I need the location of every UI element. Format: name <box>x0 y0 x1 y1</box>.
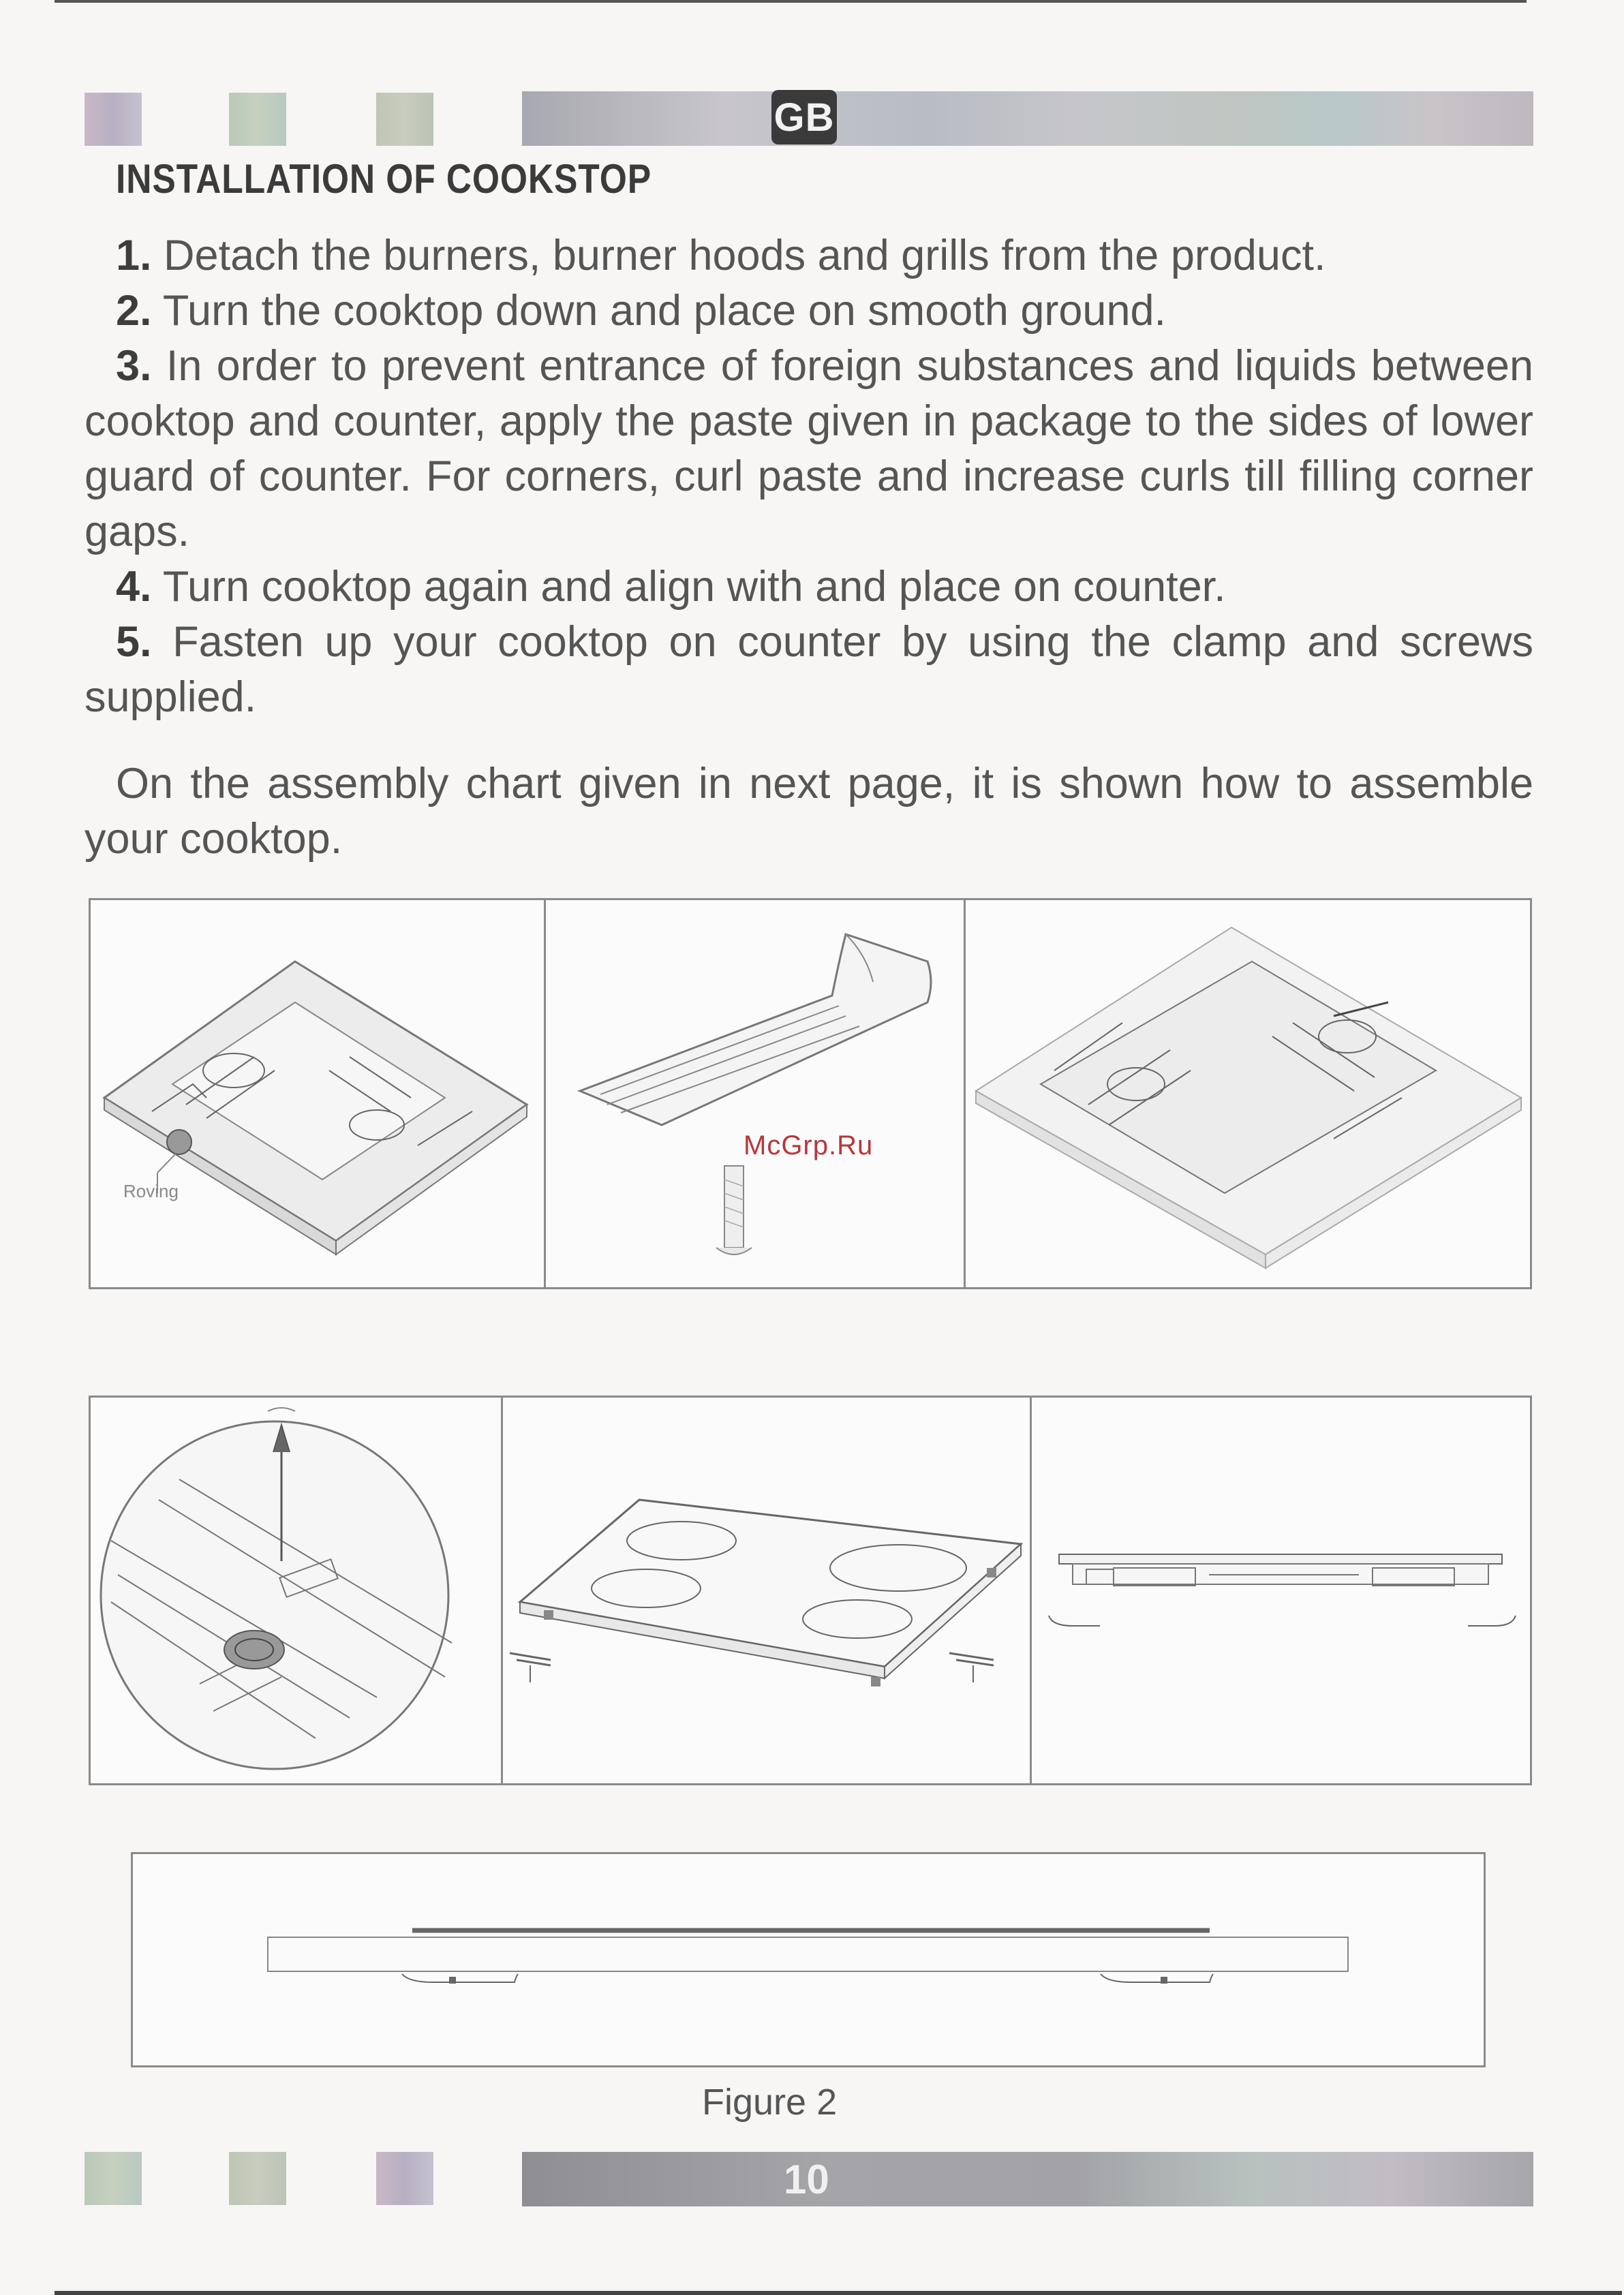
figure-cell-cooktop-zones <box>503 1398 1032 1783</box>
header-square-1 <box>85 93 142 146</box>
watermark: McGrp.Ru <box>744 1130 874 1160</box>
page-number: 10 <box>784 2157 829 2202</box>
bottom-rule <box>55 2291 1622 2295</box>
header-square-2 <box>229 93 286 146</box>
header-square-3 <box>376 93 433 146</box>
figure-panel-row-3 <box>131 1852 1486 2067</box>
step-1: 1. Detach the burners, burner hoods and grills from the product. <box>116 232 1326 279</box>
cooktop-underside-illustration <box>91 900 544 1287</box>
section-heading: INSTALLATION OF COOKSTOP <box>116 156 652 202</box>
figure-caption: Figure 2 <box>702 2082 838 2123</box>
footer-square-1 <box>85 2152 142 2205</box>
figure-cell-detail <box>91 1398 503 1783</box>
figure-cell-counter <box>966 900 1530 1287</box>
assembly-note: On the assembly chart given in next page, it is shown how to assemble your cooktop. <box>85 760 1533 863</box>
figure-panel-row-1 <box>89 898 1532 1289</box>
cooktop-on-counter-illustration <box>966 900 1530 1287</box>
side-view-illustration <box>1032 1398 1530 1783</box>
header-band <box>522 91 1533 146</box>
cooktop-zones-illustration <box>503 1398 1030 1783</box>
figure-cell-clamp <box>546 900 966 1287</box>
figure-panel-row-2 <box>89 1396 1532 1785</box>
roving-label: Roving <box>123 1181 179 1201</box>
step-3: 3. In order to prevent entrance of foreign substances and liquids between cooktop and counter, apply the paste given in package to the sides of lower guard of counter. For corners, curl paste and increase curls till filling corner gaps. <box>85 342 1533 555</box>
footer-band <box>522 2152 1533 2206</box>
language-badge: GB <box>771 90 837 144</box>
counter-profile-illustration <box>133 1854 1484 2065</box>
step-5: 5. Fasten up your cooktop on counter by using the clamp and screws supplied. <box>85 618 1533 721</box>
top-rule <box>55 0 1527 3</box>
figure-cell-roving <box>91 900 546 1287</box>
clamp-detail-illustration <box>91 1398 501 1783</box>
footer-square-3 <box>376 2152 433 2205</box>
step-4: 4. Turn cooktop again and align with and place on counter. <box>116 563 1226 611</box>
figure-cell-side-view <box>1032 1398 1530 1783</box>
step-2: 2. Turn the cooktop down and place on smooth ground. <box>116 287 1167 335</box>
clamp-and-screw-illustration <box>546 900 964 1287</box>
installation-steps <box>85 228 1533 725</box>
footer-square-2 <box>229 2152 286 2205</box>
